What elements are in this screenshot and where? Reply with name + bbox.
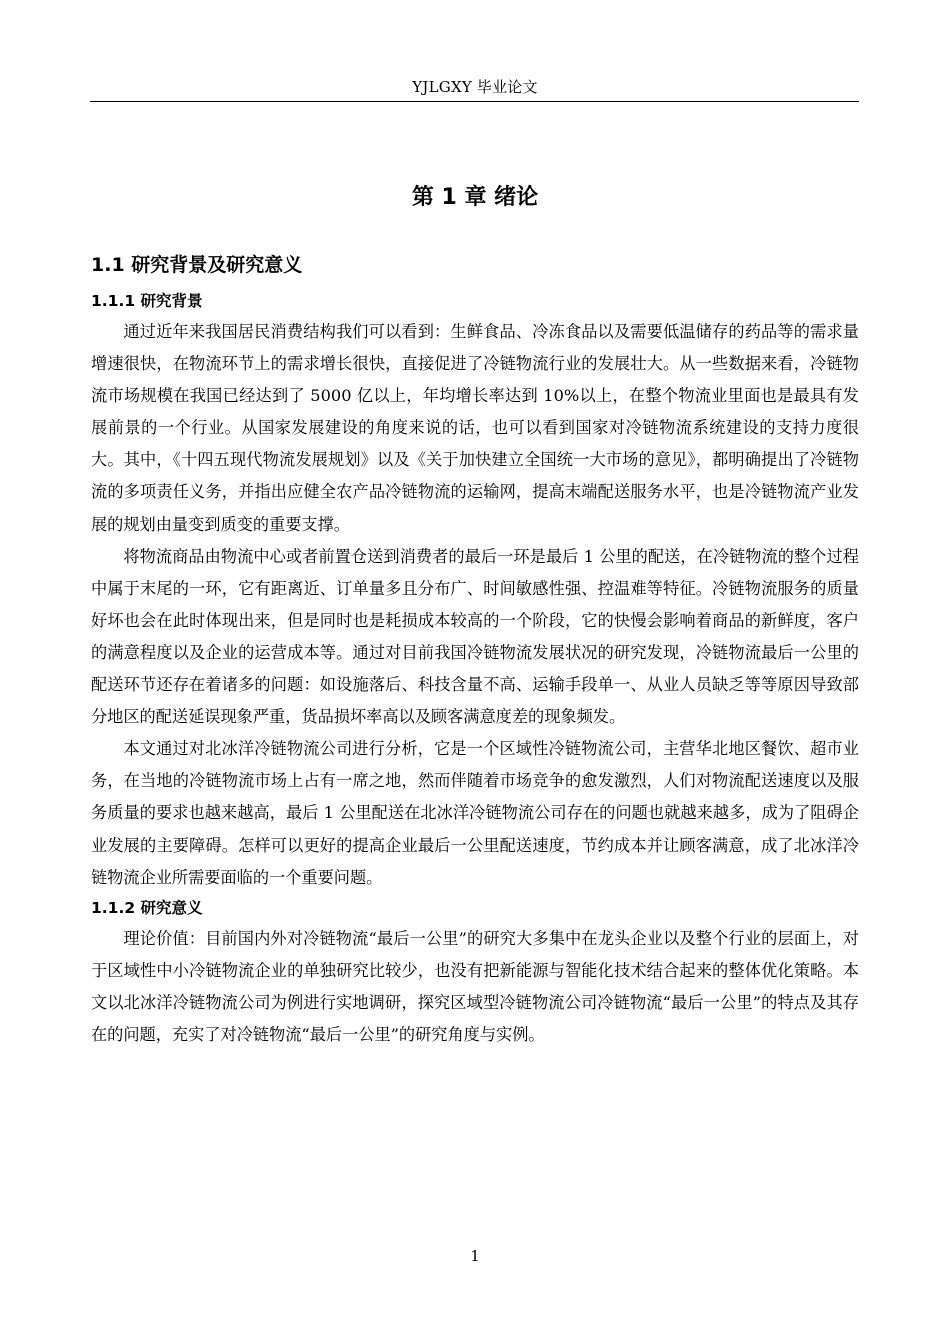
header-divider [90, 101, 859, 102]
section-heading-1-1: 1.1 研究背景及研究意义 [91, 254, 303, 276]
page-number: 1 [470, 1247, 480, 1265]
page-header: YJLGXY 毕业论文 [412, 78, 538, 96]
paragraph: 理论价值：目前国内外对冷链物流“最后一公里”的研究大多集中在龙头企业以及整个行业的层面上，对于区域性中小冷链物流企业的单独研究比较少，也没有把新能源与智能化技术结合起来的整体优化策略。本文以北冰洋冷链物流公司为例进行实地调研，探究区域型冷链物流公司冷链物流“最后一公里”的特点及其存在的问题，充实了对冷链物流“最后一公里”的研究角度与实例。 [91, 928, 859, 1044]
subsection-heading-1-1-2: 1.1.2 研究意义 [91, 898, 203, 917]
paragraph: 通过近年来我国居民消费结构我们可以看到：生鲜食品、冷冻食品以及需要低温储存的药品等的需求量增速很快，在物流环节上的需求增长很快，直接促进了冷链物流行业的发展壮大。从一些数据来看，冷链物流市场规模在我国已经达到了 5000 亿以上，年均增长率达到 10%以上，在整个物流业里面也是最具有发展前景的一个行业。从国家发展建设的角度来说的话，也可以看到国家对冷链物流系统建设的支持力度很大。其中，《十四五现代物流发展规划》以及《关于加快建立全国统一大市场的意见》，都明确提出了冷链物流的多项责任义务，并指出应健全农产品冷链物流的运输网，提高末端配送服务水平，也是冷链物流产业发展的规划由量变到质变的重要支撑。 [91, 322, 859, 534]
paragraph: 将物流商品由物流中心或者前置仓送到消费者的最后一环是最后 1 公里的配送，在冷链物流的整个过程中属于末尾的一环，它有距离近、订单量多且分布广、时间敏感性强、控温难等特征。冷链物流服务的质量好坏也会在此时体现出来，但是同时也是耗损成本较高的一个阶段，它的快慢会影响着商品的新鲜度，客户的满意程度以及企业的运营成本等。通过对目前我国冷链物流发展状况的研究发现，冷链物流最后一公里的配送环节还存在着诸多的问题：如设施落后、科技含量不高、运输手段单一、从业人员缺乏等等原因导致部分地区的配送延误现象严重，货品损坏率高以及顾客满意度差的现象频发。 [91, 546, 859, 727]
paragraph: 本文通过对北冰洋冷链物流公司进行分析，它是一个区域性冷链物流公司，主营华北地区餐饮、超市业务，在当地的冷链物流市场上占有一席之地，然而伴随着市场竞争的愈发激烈，人们对物流配送速度以及服务质量的要求也越来越高，最后 1 公里配送在北冰洋冷链物流公司存在的问题也就越来越多，成为了阻碍企业发展的主要障碍。怎样可以更好的提高企业最后一公里配送速度，节约成本并让顾客满意，成了北冰洋冷链物流企业所需要面临的一个重要问题。 [91, 739, 859, 887]
body-content [91, 250, 859, 1051]
subsection-heading-1-1-1: 1.1.1 研究背景 [91, 292, 203, 310]
chapter-title: 第 1 章 绪论 [411, 185, 539, 210]
